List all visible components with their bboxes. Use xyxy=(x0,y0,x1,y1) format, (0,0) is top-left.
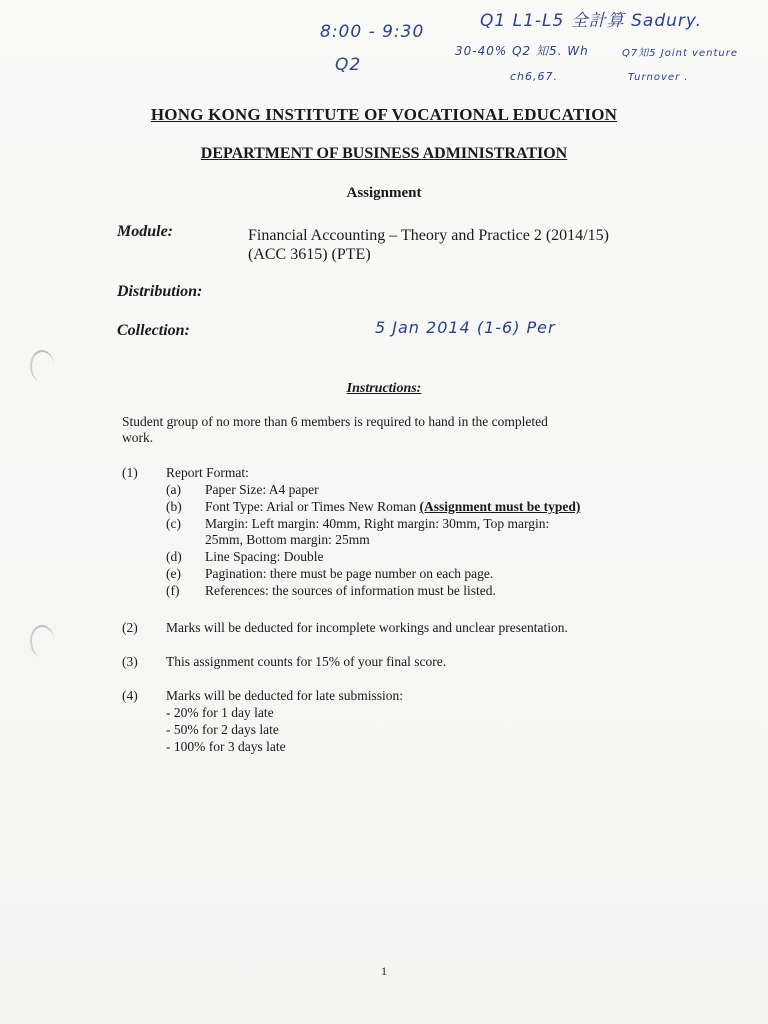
instructions-heading: Instructions: xyxy=(346,381,422,396)
sub-text: Font Type: Arial or Times New Roman (Assignment must be typed) xyxy=(205,499,581,514)
handwritten-q1-note: Q1 L1-L5 全計算 Sadury. xyxy=(480,11,703,31)
sub-text-continued: 25mm, Bottom margin: 25mm xyxy=(205,532,370,547)
late-penalty-line: - 50% for 2 days late xyxy=(166,722,279,737)
typed-requirement: (Assignment must be typed) xyxy=(419,499,581,514)
handwritten-q7-note: Q7知5 Joint venture xyxy=(622,48,738,59)
handwritten-collection-date: 5 Jan 2014 (1-6) Per xyxy=(375,318,556,337)
module-line-1: Financial Accounting – Theory and Practice 2 (2014/15) xyxy=(248,227,609,244)
sub-text: Margin: Left margin: 40mm, Right margin: 30mm, Top margin: xyxy=(205,516,550,531)
department-title: DEPARTMENT OF BUSINESS ADMINISTRATION xyxy=(200,145,568,162)
handwritten-chapter: ch6,67. xyxy=(510,70,559,83)
hole-punch-mark xyxy=(30,625,54,657)
handwritten-q2: Q2 xyxy=(335,55,362,75)
sub-text: Pagination: there must be page number on each page. xyxy=(205,566,494,581)
doc-type: Assignment xyxy=(346,185,422,201)
module-line-2: (ACC 3615) (PTE) xyxy=(248,246,371,263)
item-number: (2) xyxy=(122,620,138,635)
item-text: Marks will be deducted for incomplete workings and unclear presentation. xyxy=(166,620,568,635)
item-text: This assignment counts for 15% of your final score. xyxy=(166,654,447,669)
item-number: (3) xyxy=(122,654,138,669)
page-number: 1 xyxy=(381,964,387,978)
intro-line-1: Student group of no more than 6 members is required to hand in the completed xyxy=(122,414,548,429)
handwritten-percent-note: 30-40% Q2 知5. Wh xyxy=(455,44,589,58)
distribution-label: Distribution: xyxy=(117,283,203,300)
item-text: Report Format: xyxy=(166,465,249,480)
sub-key: (c) xyxy=(166,516,181,531)
collection-label: Collection: xyxy=(117,322,190,339)
late-penalty-line: - 100% for 3 days late xyxy=(166,739,286,754)
late-penalty-line: - 20% for 1 day late xyxy=(166,705,274,720)
institute-title: HONG KONG INSTITUTE OF VOCATIONAL EDUCATION xyxy=(150,105,618,124)
sub-key: (b) xyxy=(166,499,182,514)
sub-text: References: the sources of information must be listed. xyxy=(205,583,496,598)
sub-key: (e) xyxy=(166,566,181,581)
hole-punch-mark xyxy=(30,350,54,382)
handwritten-time: 8:00 - 9:30 xyxy=(320,22,425,42)
sub-key: (f) xyxy=(166,583,180,598)
module-label: Module: xyxy=(117,223,173,240)
item-number: (1) xyxy=(122,465,138,480)
intro-line-2: work. xyxy=(122,430,154,445)
sub-text: Line Spacing: Double xyxy=(205,549,324,564)
item-text: Marks will be deducted for late submission: xyxy=(166,688,403,703)
sub-text: Paper Size: A4 paper xyxy=(205,482,319,497)
item-number: (4) xyxy=(122,688,138,703)
sub-key: (d) xyxy=(166,549,182,564)
sub-key: (a) xyxy=(166,482,181,497)
handwritten-turnover: Turnover . xyxy=(628,72,689,83)
